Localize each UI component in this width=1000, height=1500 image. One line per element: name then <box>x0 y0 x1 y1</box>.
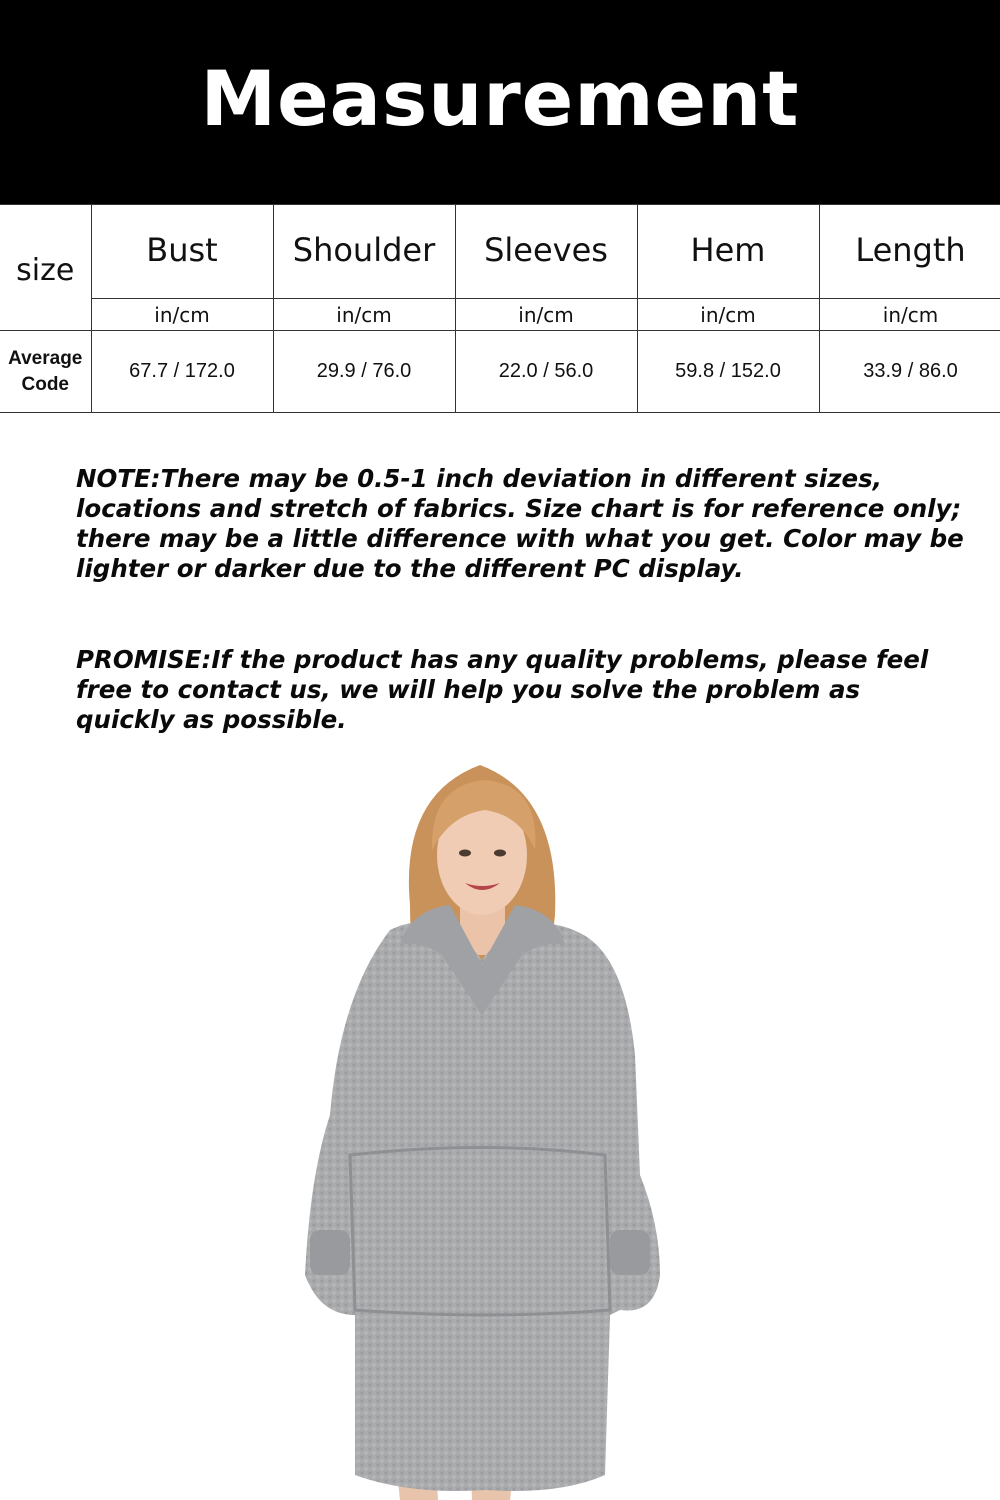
value-shoulder: 29.9 / 76.0 <box>273 331 455 413</box>
row-label-cell <box>0 331 91 413</box>
row-label-line2: Code <box>21 373 69 395</box>
table-unit-row <box>0 299 1000 331</box>
page-title: Measurement <box>200 53 800 143</box>
header-banner <box>0 0 1000 204</box>
column-header-sleeves: Sleeves <box>455 205 637 299</box>
table-row <box>0 331 1000 413</box>
note-text: NOTE:There may be 0.5-1 inch deviation in different sizes, locations and stretch of fabrics. Size chart is for reference only; there may be a little difference with what you get. Color may be lighter or darker due to the different PC display. <box>76 464 964 583</box>
column-header-length: Length <box>819 205 1000 299</box>
size-header-cell: size <box>0 205 91 331</box>
promise-text: PROMISE:If the product has any quality problems, please feel free to contact us, we will help you solve the problem as quickly as possible. <box>76 645 929 734</box>
value-hem: 59.8 / 152.0 <box>637 331 819 413</box>
column-header-bust: Bust <box>91 205 273 299</box>
left-eye <box>459 850 471 857</box>
left-cuff <box>310 1230 350 1275</box>
value-sleeves: 22.0 / 56.0 <box>455 331 637 413</box>
unit-cell: in/cm <box>455 299 637 331</box>
right-eye <box>494 850 506 857</box>
model-photo <box>260 755 700 1500</box>
row-label-line1: Average <box>8 347 83 369</box>
column-header-shoulder: Shoulder <box>273 205 455 299</box>
unit-cell: in/cm <box>91 299 273 331</box>
value-length: 33.9 / 86.0 <box>819 331 1000 413</box>
table-header-row <box>0 205 1000 299</box>
unit-cell: in/cm <box>819 299 1000 331</box>
unit-cell: in/cm <box>637 299 819 331</box>
value-bust: 67.7 / 172.0 <box>91 331 273 413</box>
unit-cell: in/cm <box>273 299 455 331</box>
right-cuff <box>610 1230 650 1275</box>
column-header-hem: Hem <box>637 205 819 299</box>
size-table <box>0 204 1000 413</box>
